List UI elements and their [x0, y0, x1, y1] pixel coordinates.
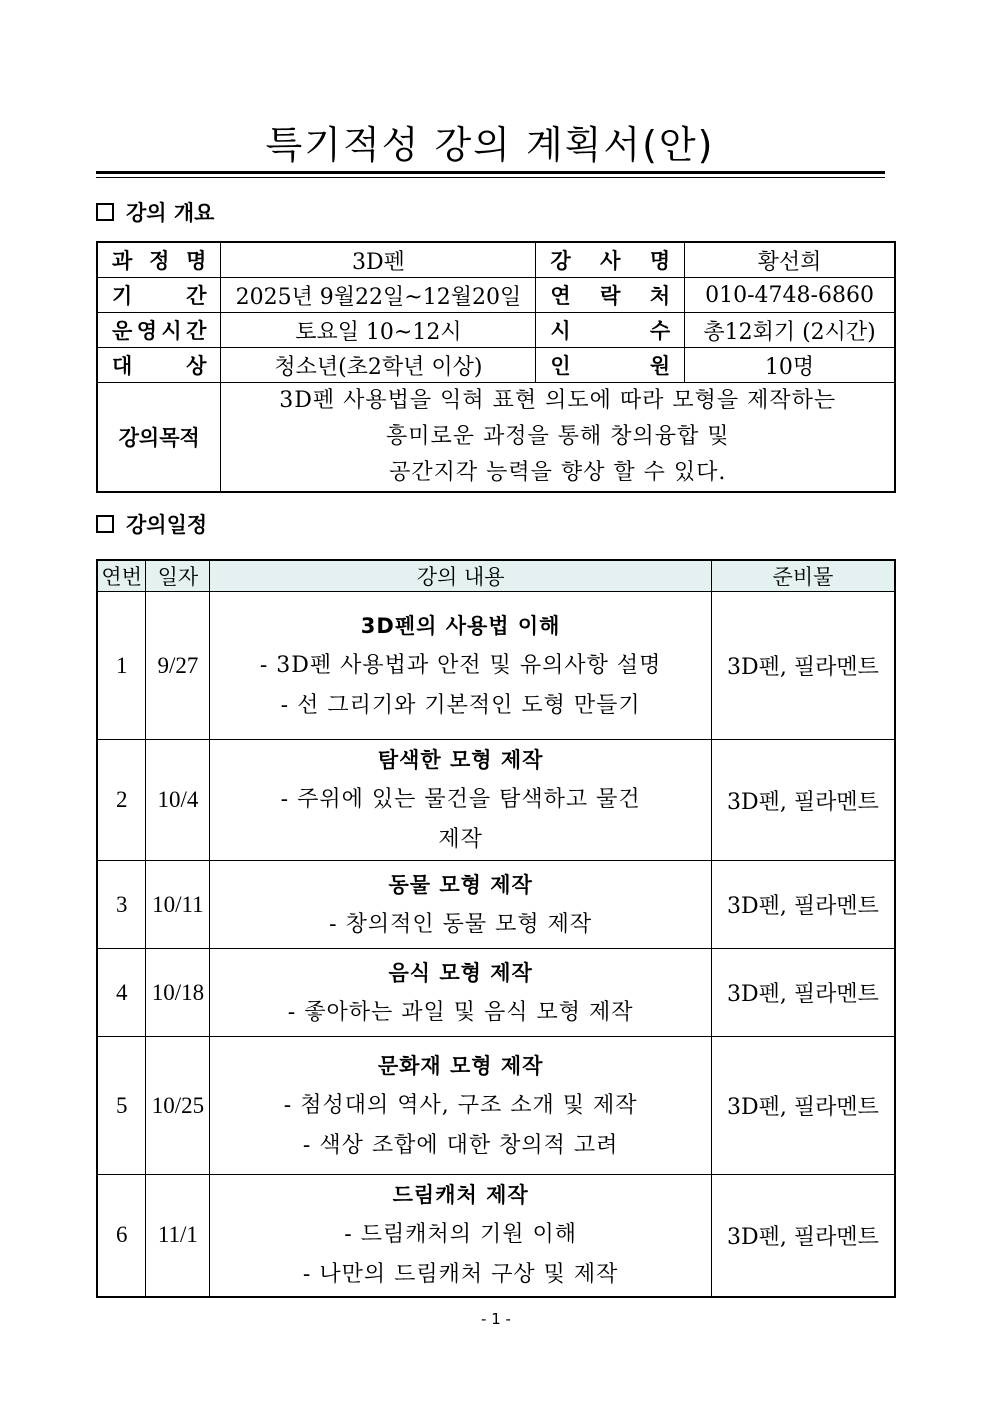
row-content — [210, 1175, 712, 1297]
instructor-label-char: 명 — [649, 249, 671, 273]
target-label-cell — [97, 348, 221, 383]
content-detail: - 3D펜 사용법과 안전 및 유의사항 설명 — [259, 652, 662, 678]
people-value: 10명 — [685, 348, 895, 383]
target-label — [98, 350, 220, 380]
instructor-label-cell — [536, 242, 685, 278]
content-heading: 문화재 모형 제작 — [377, 1053, 544, 1078]
sessions-value: 총12회기 (2시간) — [685, 313, 895, 348]
content-heading: 동물 모형 제작 — [388, 872, 533, 897]
target-value: 청소년(초2학년 이상) — [221, 348, 536, 383]
header-content: 강의 내용 — [210, 560, 712, 592]
content-detail: - 좋아하는 과일 및 음식 모형 제작 — [287, 999, 634, 1025]
period-label-cell — [97, 278, 221, 313]
content-detail: - 나만의 드림캐처 구상 및 제작 — [302, 1262, 619, 1288]
contact-label-cell — [536, 278, 685, 313]
content-detail: - 첨성대의 역사, 구조 소개 및 제작 — [283, 1092, 638, 1118]
content-detail: - 창의적인 동물 모형 제작 — [329, 911, 593, 937]
schedule-section-heading — [96, 509, 207, 539]
schedule-row — [97, 592, 895, 740]
overview-row — [97, 242, 895, 278]
instructor-label-char: 강 — [550, 249, 571, 273]
contact-label-char: 연 — [550, 284, 571, 308]
row-content — [210, 949, 712, 1037]
title-underline-thin — [96, 177, 885, 178]
row-number: 6 — [97, 1175, 146, 1297]
overview-row — [97, 278, 895, 313]
row-materials: 3D펜, 필라멘트 — [711, 592, 895, 740]
content-detail: 제작 — [438, 827, 483, 852]
overview-row — [97, 383, 895, 493]
row-number: 4 — [97, 949, 146, 1037]
course-label-char: 정 — [149, 249, 170, 273]
header-materials: 준비물 — [711, 560, 895, 592]
sessions-label-char: 시 — [550, 319, 571, 343]
schedule-body — [97, 592, 895, 1297]
period-label-char: 기 — [112, 284, 133, 308]
schedule-row — [97, 1175, 895, 1297]
instructor-label-char: 사 — [600, 249, 621, 273]
overview-heading-text: 강의 개요 — [126, 201, 215, 225]
hours-label-cell — [97, 313, 221, 348]
page-number: - 1 - — [481, 1310, 511, 1328]
sessions-label-cell — [536, 313, 685, 348]
hours-label — [98, 315, 220, 345]
row-materials: 3D펜, 필라멘트 — [711, 1175, 895, 1297]
row-materials: 3D펜, 필라멘트 — [711, 861, 895, 949]
checkbox-square-icon — [96, 515, 114, 533]
course-value: 3D펜 — [221, 242, 536, 278]
overview-table — [96, 241, 896, 493]
people-label-cell — [536, 348, 685, 383]
row-number: 5 — [97, 1037, 146, 1175]
row-content — [210, 592, 712, 740]
checkbox-square-icon — [96, 203, 114, 221]
schedule-header-row — [97, 560, 895, 592]
course-label-char: 명 — [186, 249, 207, 273]
row-date: 10/25 — [146, 1037, 210, 1175]
contact-label-char: 처 — [649, 284, 671, 308]
period-label-char: 간 — [186, 284, 207, 308]
schedule-row — [97, 740, 895, 861]
title-underline-thick — [96, 171, 885, 174]
sessions-label — [536, 315, 684, 345]
row-materials: 3D펜, 필라멘트 — [711, 740, 895, 861]
contact-label-char: 락 — [600, 284, 621, 308]
period-label — [98, 280, 220, 310]
schedule-row — [97, 1037, 895, 1175]
row-content — [210, 1037, 712, 1175]
contact-value: 010-4748-6860 — [685, 278, 895, 313]
overview-section-heading — [96, 197, 214, 227]
row-materials: 3D펜, 필라멘트 — [711, 949, 895, 1037]
sessions-label-char: 수 — [649, 319, 671, 343]
row-date: 11/1 — [146, 1175, 210, 1297]
header-date: 일자 — [146, 560, 210, 592]
content-detail: - 선 그리기와 기본적인 도형 만들기 — [280, 692, 641, 718]
row-date: 10/11 — [146, 861, 210, 949]
header-no: 연번 — [97, 560, 146, 592]
content-heading: 드림캐처 제작 — [392, 1183, 529, 1208]
purpose-line: 3D펜 사용법을 익혀 표현 의도에 따라 모형을 제작하는 — [279, 388, 837, 413]
schedule-heading-text: 강의일정 — [126, 513, 208, 537]
course-label-cell — [97, 242, 221, 278]
hours-label-char: 시 — [161, 319, 182, 343]
row-content — [210, 861, 712, 949]
row-date: 10/18 — [146, 949, 210, 1037]
content-heading: 3D펜의 사용법 이해 — [360, 613, 561, 638]
schedule-row — [97, 949, 895, 1037]
overview-row — [97, 313, 895, 348]
hours-label-char: 간 — [186, 319, 207, 343]
contact-label — [536, 280, 684, 310]
target-label-char: 대 — [112, 354, 133, 378]
content-heading: 탐색한 모형 제작 — [377, 748, 544, 772]
row-number: 1 — [97, 592, 146, 740]
row-date: 10/4 — [146, 740, 210, 861]
overview-row — [97, 348, 895, 383]
course-label — [98, 245, 220, 275]
people-label — [536, 350, 684, 380]
instructor-value: 황선희 — [685, 242, 895, 278]
document-title: 특기적성 강의 계획서(안) — [265, 123, 715, 167]
period-value: 2025년 9월22일~12월20일 — [221, 278, 536, 313]
content-detail: - 주위에 있는 물건을 탐색하고 물건 — [280, 787, 641, 812]
row-content — [210, 740, 712, 861]
purpose-label: 강의목적 — [97, 383, 221, 493]
row-number: 3 — [97, 861, 146, 949]
purpose-line: 흥미로운 과정을 통해 창의융합 및 — [385, 424, 730, 449]
hours-label-char: 운 — [112, 319, 133, 343]
people-label-char: 인 — [550, 354, 571, 378]
content-detail: - 색상 조합에 대한 창의적 고려 — [302, 1132, 619, 1158]
schedule-table — [96, 559, 896, 1298]
instructor-label — [536, 245, 684, 275]
purpose-value — [221, 383, 895, 493]
hours-label-char: 영 — [136, 319, 157, 343]
target-label-char: 상 — [186, 354, 207, 378]
people-label-char: 원 — [649, 354, 671, 378]
row-materials: 3D펜, 필라멘트 — [711, 1037, 895, 1175]
content-detail: - 드림캐처의 기원 이해 — [344, 1222, 577, 1248]
purpose-line: 공간지각 능력을 향상 할 수 있다. — [389, 460, 727, 485]
row-date: 9/27 — [146, 592, 210, 740]
hours-value: 토요일 10~12시 — [221, 313, 536, 348]
course-label-char: 과 — [112, 249, 133, 273]
content-heading: 음식 모형 제작 — [388, 960, 533, 985]
row-number: 2 — [97, 740, 146, 861]
schedule-row — [97, 861, 895, 949]
